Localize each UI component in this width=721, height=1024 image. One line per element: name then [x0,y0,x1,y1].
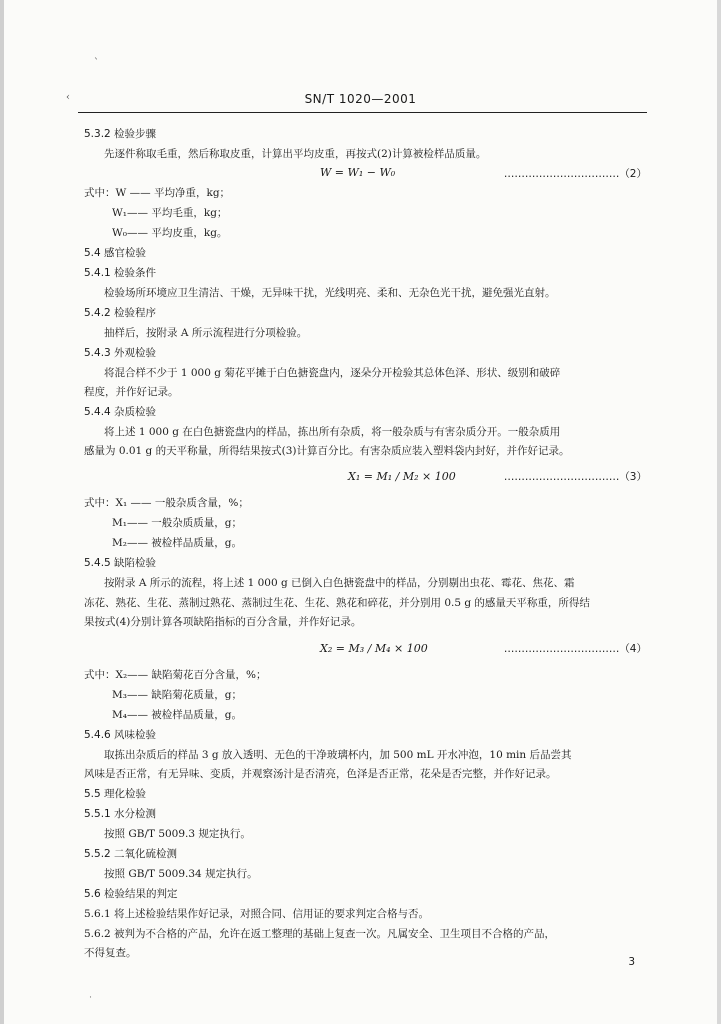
paragraph-line: 5.6.2 被判为不合格的产品，允许在返工整理的基础上复查一次。凡属安全、卫生项目不合格的产品， [84,928,556,940]
scan-edge-left [0,0,4,1024]
section-heading: 5.4.2 检验程序 [84,307,157,319]
equation-number: ……………………………（2） [503,168,647,180]
section-heading: 5.6 检验结果的判定 [84,888,178,900]
section-heading: 5.4.4 杂质检验 [84,406,157,418]
page-header: SN/T 1020—2001 [304,92,417,106]
section-heading: 5.4.1 检验条件 [84,267,157,279]
paragraph-line: 程度，并作好记录。 [84,386,179,398]
page-number: 3 [628,956,635,968]
scan-mark: ˋ [94,58,99,69]
formula-4: X₂ = M₃ / M₄ × 100 [320,642,428,655]
where-line: M₁—— 一般杂质质量，g； [112,517,243,529]
section-heading: 5.5.2 二氧化硫检测 [84,848,178,860]
paragraph-line: 不得复查。 [84,947,137,959]
paragraph-line: 将混合样不少于 1 000 g 菊花平摊于白色搪瓷盘内，逐朵分开检验其总体色泽、形状、级别和破碎 [104,367,561,379]
where-line: M₄—— 被检样品质量，g。 [112,709,243,721]
paragraph-line: 先逐件称取毛重，然后称取皮重，计算出平均皮重，再按式(2)计算被检样品质量。 [104,148,487,160]
section-heading: 5.4.6 风味检验 [84,729,157,741]
where-line: 式中：W —— 平均净重，kg； [84,187,231,199]
equation-number: ……………………………（4） [503,643,647,655]
paragraph-line: 取拣出杂质后的样品 3 g 放入透明、无色的干净玻璃杯内，加 500 mL 开水冲泡，10 min 后品尝其 [104,749,572,761]
where-line: M₂—— 被检样品质量，g。 [112,537,243,549]
scan-mark: ‹ [66,92,70,103]
paragraph-line: 按照 GB/T 5009.34 规定执行。 [104,868,258,880]
where-line: W₁—— 平均毛重，kg； [112,207,228,219]
section-heading: 5.4 感官检验 [84,247,147,259]
paragraph-line: 果按式(4)分别计算各项缺陷指标的百分含量，并作好记录。 [84,616,362,628]
paragraph-line: 抽样后，按附录 A 所示流程进行分项检验。 [104,327,308,339]
section-heading: 5.3.2 检验步骤 [84,128,157,140]
paragraph-line: 5.6.1 将上述检验结果作好记录，对照合同、信用证的要求判定合格与否。 [84,908,430,920]
paragraph-line: 按照 GB/T 5009.3 规定执行。 [104,828,251,840]
paragraph-line: 风味是否正常，有无异味、变质，并观察汤汁是否清亮，色泽是否正常，花朵是否完整，并作好记录。 [84,768,557,780]
formula-2: W = W₁ − W₀ [320,166,396,179]
formula-3: X₁ = M₁ / M₂ × 100 [348,470,456,483]
where-line: 式中：X₁ —— 一般杂质含量，%； [84,497,249,509]
header-rule [78,112,647,113]
paragraph-line: 按附录 A 所示的流程，将上述 1 000 g 已倒入白色搪瓷盘中的样品，分别剔出虫花、霉花、焦花、霜 [104,577,575,589]
paragraph-line: 检验场所环境应卫生清洁、干燥，无异味干扰，光线明亮、柔和、无杂色光干扰，避免强光直射。 [104,287,556,299]
section-heading: 5.5 理化检验 [84,788,147,800]
paragraph-line: 感量为 0.01 g 的天平称量，所得结果按式(3)计算百分比。有害杂质应装入塑料袋内封好，并作好记录。 [84,445,570,457]
where-line: 式中：X₂—— 缺陷菊花百分含量，%； [84,669,267,681]
scan-edge-right [717,0,721,1024]
section-heading: 5.4.5 缺陷检验 [84,557,157,569]
paragraph-line: 冻花、熟花、生花、蒸制过熟花、蒸制过生花、生花、熟花和碎花，并分别用 0.5 g 的感量天平称重，所得结 [84,597,590,609]
section-heading: 5.5.1 水分检测 [84,808,157,820]
where-line: M₃—— 缺陷菊花质量，g； [112,689,243,701]
paragraph-line: 将上述 1 000 g 在白色搪瓷盘内的样品，拣出所有杂质，将一般杂质与有害杂质分开。一般杂质用 [104,426,561,438]
scan-mark: ˙ [88,996,93,1007]
equation-number: ……………………………（3） [503,471,647,483]
section-heading: 5.4.3 外观检验 [84,347,157,359]
where-line: W₀—— 平均皮重，kg。 [112,227,228,239]
